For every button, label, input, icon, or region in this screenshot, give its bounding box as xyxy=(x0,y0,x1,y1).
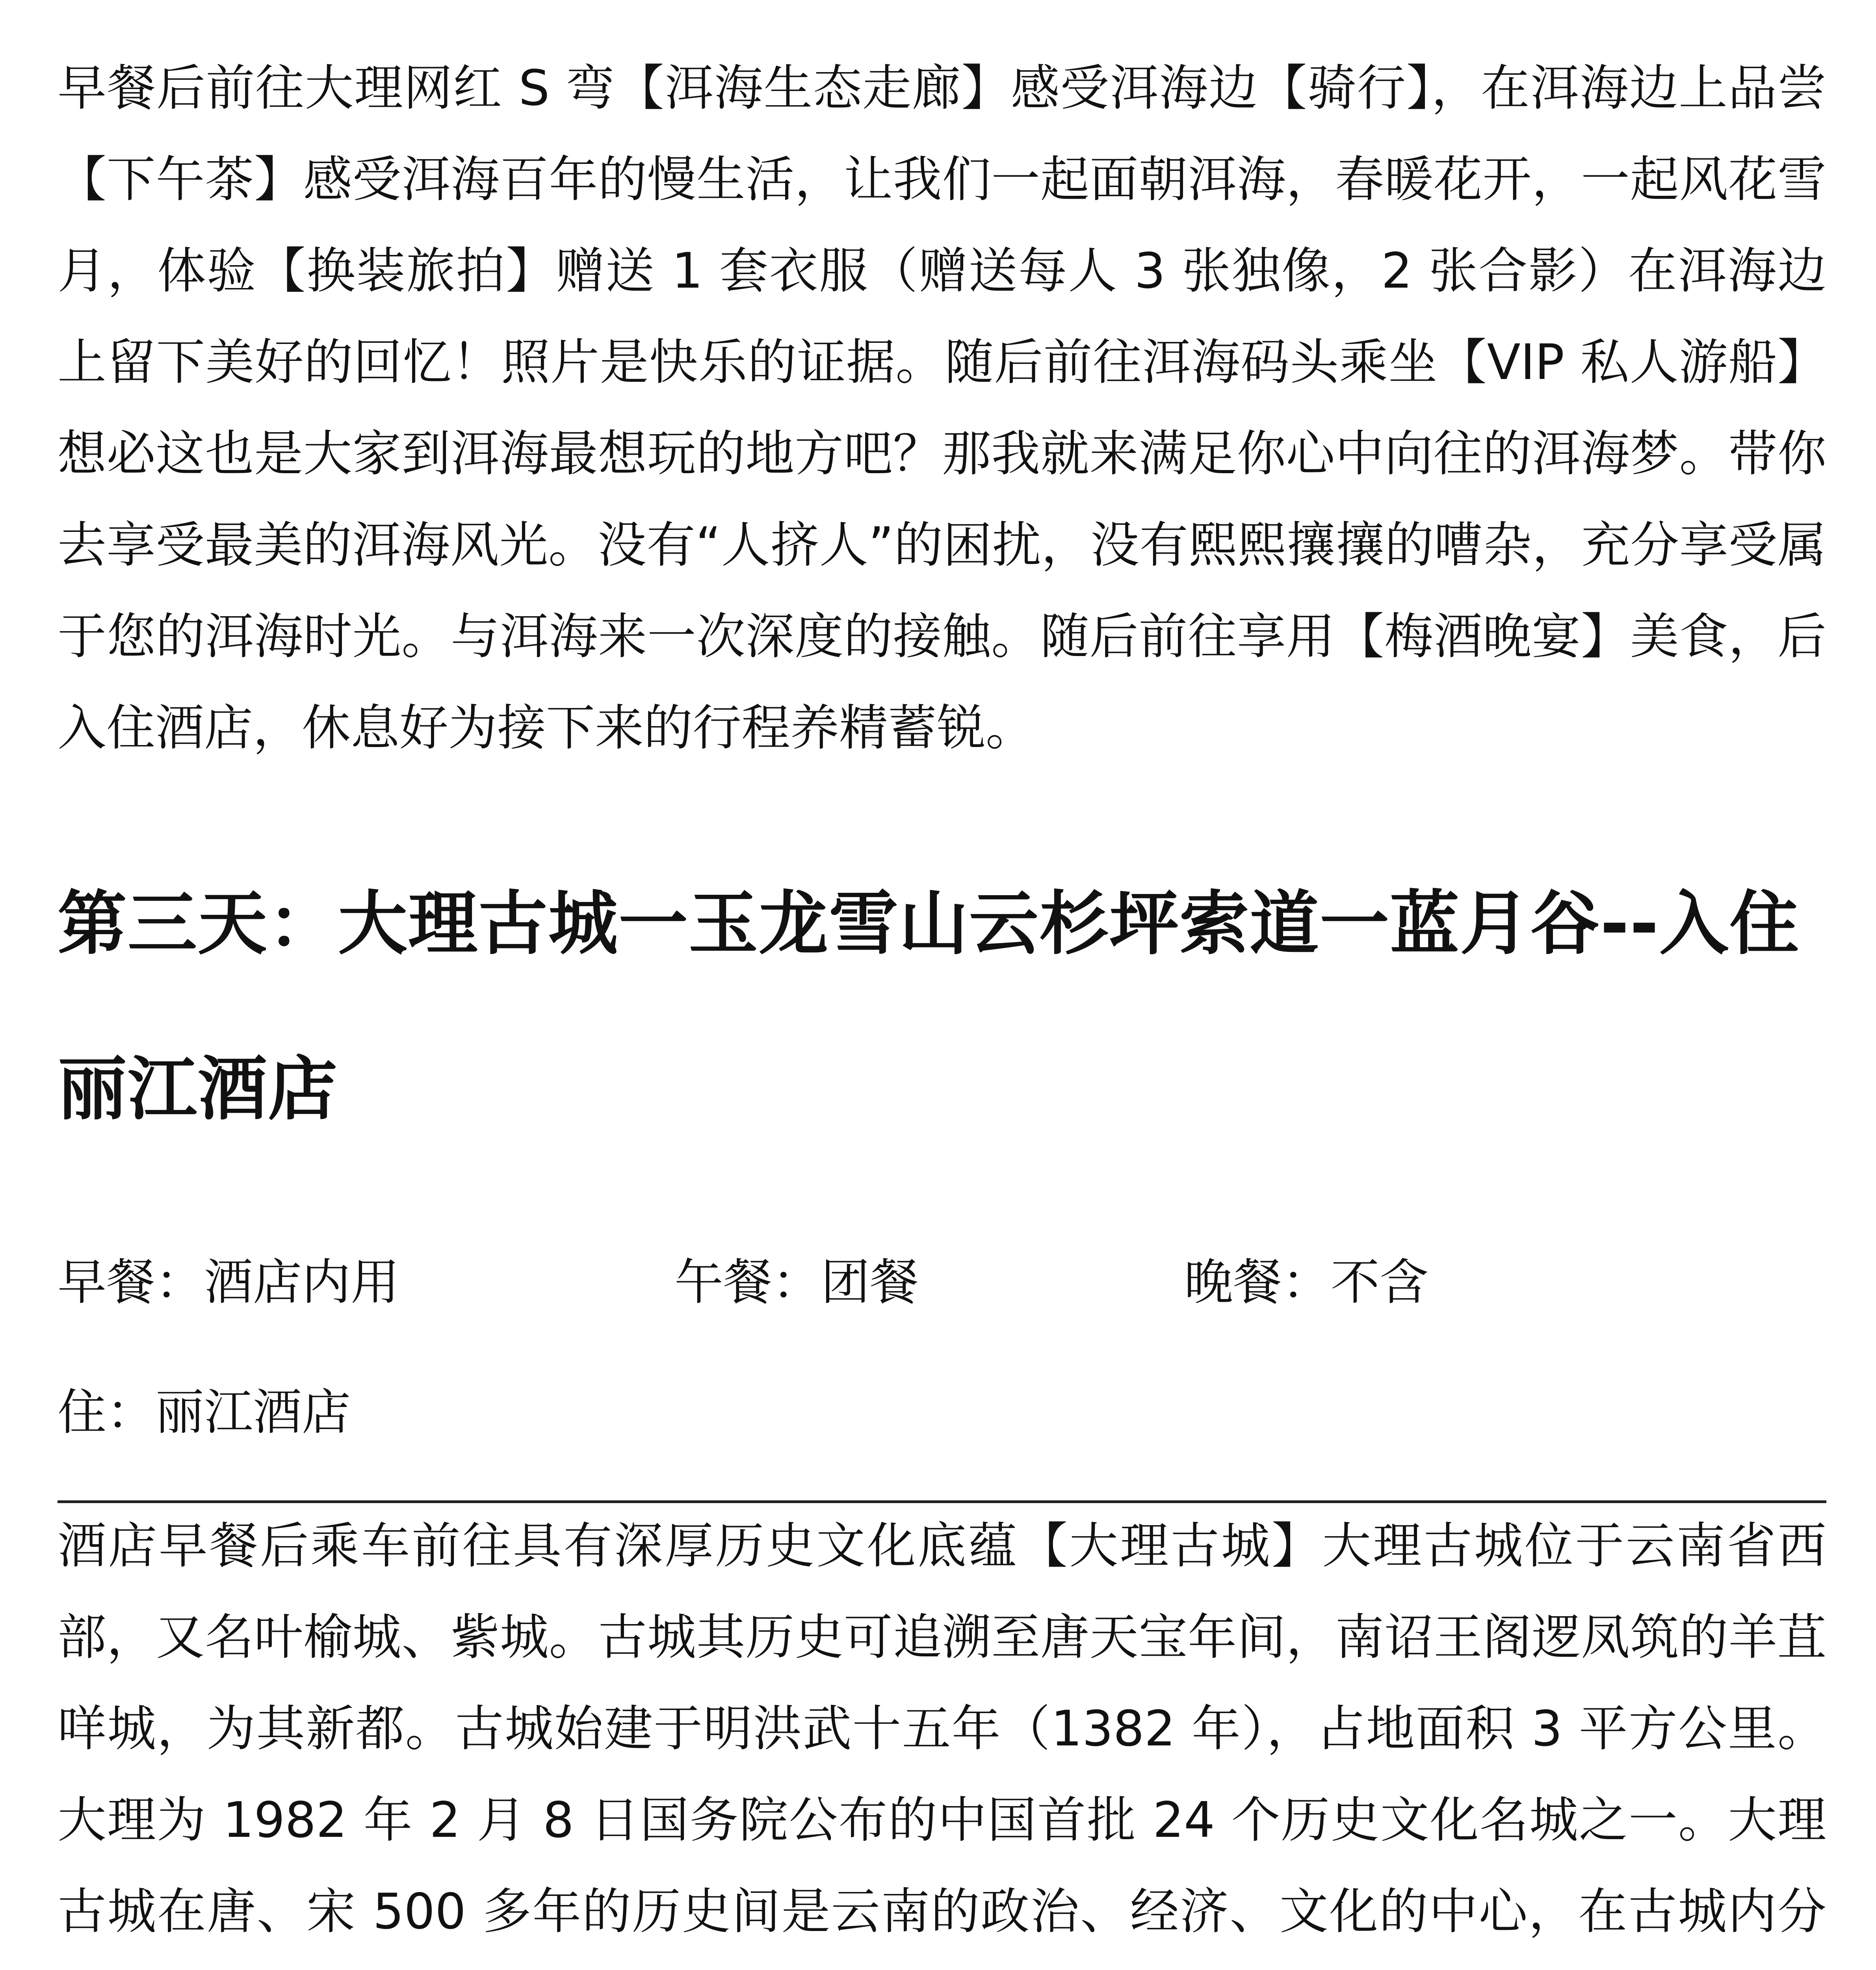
day-three-heading: 第三天：大理古城一玉龙雪山云杉坪索道一蓝月谷--入住丽江酒店 xyxy=(58,883,1800,1130)
dinner-info: 晚餐：不含 xyxy=(1184,1254,1429,1311)
intro-paragraph: 早餐后前往大理网红 S 弯【洱海生态走廊】感受洱海边【骑行】，在洱海边上品尝【下午茶】感受洱海百年的慢生活，让我们一起面朝洱海，春暖花开，一起风花雪月，体验【换装旅拍】赠送 1 套衣服（赠送每人 3 张独像，2 张合影）在洱海边上留下美好的回忆！照片是快乐的证据。随后前往洱海码头乘坐【VIP 私人游船】想必这也是大家到洱海最想玩的地方吧？那我就来满足你心中向往的洱海梦。带你去享受最美的洱海风光。没有“人挤人”的困扰，没有熙熙攘攘的嘈杂，充分享受属于您的洱海时光。与洱海来一次深度的接触。随后前往享用【梅酒晚宴】美食，后入住酒店，休息好为接下来的行程养精蓄锐。 xyxy=(58,60,1826,756)
lunch-info: 午餐：团餐 xyxy=(674,1254,919,1311)
accommodation-info: 住：丽江酒店 xyxy=(58,1384,351,1441)
meal-info-row xyxy=(58,1249,1826,1316)
day-three-paragraph: 酒店早餐后乘车前往具有深厚历史文化底蕴【大理古城】大理古城位于云南省西部，又名叶榆城、紫城。古城其历史可追溯至唐天宝年间，南诏王阁逻凤筑的羊苴咩城，为其新都。古城始建于明洪武十五年（1382 年），占地面积 3 平方公里。大理为 1982 年 2 月 8 日国务院公布的中国首批 24 个历史文化名城之一。大理古城在唐、宋 500 多年的历史间是云南的政治、经济、文化的中心，在古城内分 xyxy=(58,1518,1826,1940)
breakfast-info: 早餐：酒店内用 xyxy=(58,1254,400,1311)
